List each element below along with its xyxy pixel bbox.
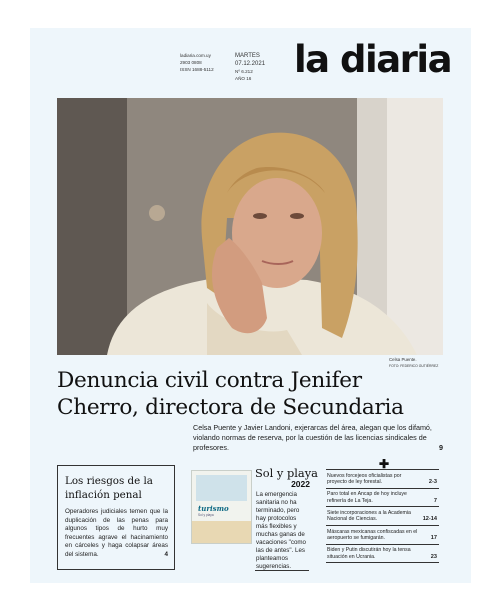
summer-divider [255, 570, 309, 571]
brief-item[interactable] [326, 489, 439, 508]
date: 07.12.2021 [235, 61, 266, 67]
year-number: AÑO 16 [235, 76, 252, 81]
summer-year: 2022 [291, 479, 310, 489]
summer-title[interactable]: Sol y playa [255, 466, 318, 480]
inflation-page-ref[interactable]: 4 [164, 550, 168, 558]
brief-item[interactable] [326, 470, 439, 489]
brief-page: 17 [430, 535, 437, 542]
turismo-cover[interactable] [191, 470, 252, 544]
newspaper-logo: la diaria [294, 38, 452, 81]
brief-item[interactable] [326, 507, 439, 526]
summer-text: La emergencia sanitaria no ha terminado, pero hay protocolos más flexibles y muchas ganas de vacaciones "como las de antes". Les planteamos sugerencias. [256, 491, 307, 570]
inflation-text: Operadores judiciales temen que la duplicación de las penas para algunos tipos de hurto muy frecuentes agrave el hacinamiento en cárceles y haga colapsar áreas del sistema. [65, 508, 168, 558]
issue-number: Nº 6.212 [235, 69, 253, 74]
brief-text: Máscaras mexicanas confiscadas en el aeropuerto se fumigarán. [327, 528, 418, 542]
lede-page-ref[interactable]: 9 [439, 443, 443, 452]
main-lede [193, 423, 443, 453]
weekday: MARTES [235, 53, 260, 59]
brief-text: Paro total en Ancap de hoy incluye refinería de La Teja. [327, 491, 407, 504]
briefs-list [326, 469, 439, 563]
issn: ISSN 1688-5112 [180, 67, 214, 72]
main-headline[interactable]: Denuncia civil contra Jenifer Cherro, directora de Secundaria [57, 368, 404, 420]
cover-brand: turismo [198, 504, 229, 513]
photo-credit: FOTO: FEDERICO GUTIÉRREZ [389, 364, 439, 368]
cover-sky [196, 475, 247, 501]
caption-text: Celsa Puente. [389, 357, 417, 362]
cover-subtitle: Sol y playa [198, 513, 214, 517]
brief-item[interactable] [326, 526, 439, 545]
masthead-date [235, 52, 265, 82]
front-page [30, 28, 471, 583]
brief-page: 7 [433, 497, 437, 504]
brief-page: 2-3 [428, 479, 437, 486]
site-url[interactable]: ladiaria.com.uy [180, 53, 211, 58]
lead-photo [57, 98, 443, 355]
brief-text: Biden y Putin discutirán hoy la tensa situación en Ucrania. [327, 547, 411, 560]
brief-text: Nuevos forcejeos oficialistas por proyecto de ley forestal. [327, 472, 402, 486]
brief-page: 23 [430, 553, 437, 560]
plus-icon: ✚ [379, 457, 390, 471]
phone-number: 2903 0808 [180, 60, 202, 65]
lede-text: Celsa Puente y Javier Landoni, exjerarcas del área, alegan que los difamó, violando normas de reserva, por la cuestión de las licencias sindicales de profesores. [193, 423, 432, 452]
brief-item[interactable] [326, 545, 439, 564]
brief-text: Siete incorporaciones a la Academia Nacional de Ciencias. [327, 509, 411, 523]
brief-page: 12-14 [422, 516, 437, 523]
inflation-story-box[interactable] [57, 465, 175, 570]
cover-sand [192, 521, 251, 543]
inflation-body [65, 508, 168, 560]
masthead-contact [180, 52, 214, 73]
inflation-title[interactable]: Los riesgos de la inflación penal [65, 475, 153, 501]
portrait-illustration [57, 98, 443, 355]
